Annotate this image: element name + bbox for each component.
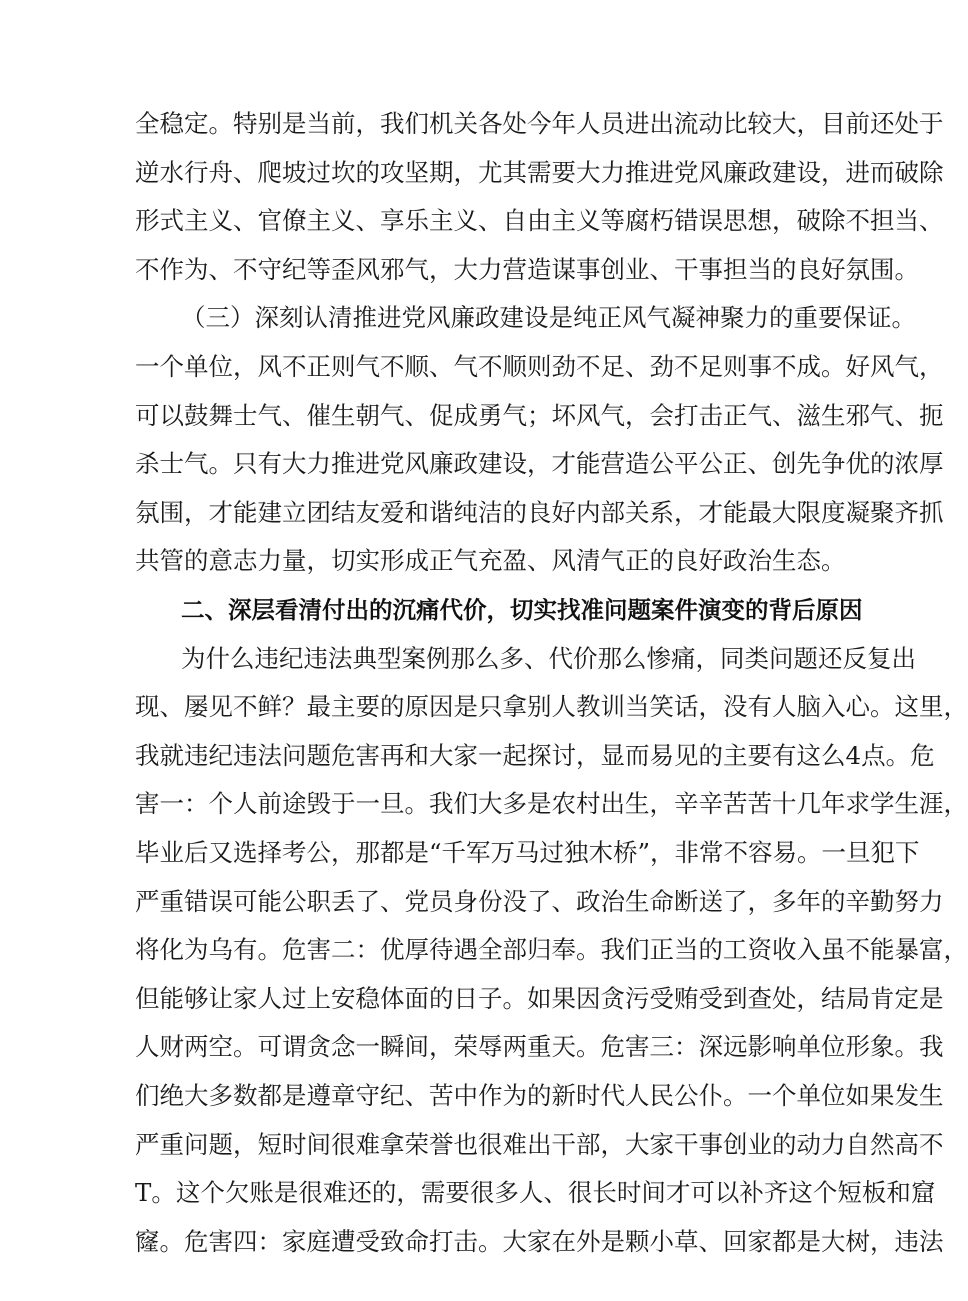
text-line: 全稳定。特别是当前，我们机关各处今年人员进出流动比较大，目前还处于 (135, 109, 944, 138)
text-line: 现、屡见不鲜？最主要的原因是只拿别人教训当笑话，没有人脑入心。这里， (135, 692, 968, 721)
text-line: 毕业后又选择考公，那都是“千军万马过独木桥”，非常不容易。一旦犯下 (135, 838, 920, 867)
text-line: 氛围，才能建立团结友爱和谐纯洁的良好内部关系，才能最大限度凝聚齐抓 (135, 498, 944, 527)
text-line: 可以鼓舞士气、催生朝气、促成勇气；坏风气，会打击正气、滋生邪气、扼 (135, 401, 944, 430)
text-line: 害一：个人前途毁于一旦。我们大多是农村出生，辛辛苦苦十几年求学生涯， (135, 789, 968, 818)
text-line: 们绝大多数都是遵章守纪、苦中作为的新时代人民公仆。一个单位如果发生 (135, 1081, 944, 1110)
text-line: T。这个欠账是很难还的，需要很多人、很长时间才可以补齐这个短板和窟 (135, 1178, 936, 1207)
text-line: 严重错误可能公职丢了、党员身份没了、政治生命断送了，多年的辛勤努力 (135, 887, 944, 916)
text-line: 杀士气。只有大力推进党风廉政建设，才能营造公平公正、创先争优的浓厚 (135, 449, 944, 478)
text-line: 将化为乌有。危害二：优厚待遇全部归奉。我们正当的工资收入虽不能暴富， (135, 935, 968, 964)
text-line: 为什么违纪违法典型案例那么多、代价那么惨痛，同类问题还反复出 (181, 644, 916, 673)
text-line: 一个单位，风不正则气不顺、气不顺则劲不足、劲不足则事不成。好风气， (135, 352, 944, 381)
text-line: 人财两空。可谓贪念一瞬间，荣辱两重天。危害三：深远影响单位形象。我 (135, 1032, 944, 1061)
text-line: 共管的意志力量，切实形成正气充盈、风清气正的良好政治生态。 (135, 546, 846, 575)
text-line: 严重问题，短时间很难拿荣誉也很难出干部，大家干事创业的动力自然高不 (135, 1130, 944, 1159)
text-line: 形式主义、官僚主义、享乐主义、自由主义等腐朽错误思想，破除不担当、 (135, 206, 944, 235)
section-heading: 二、深层看清付出的沉痛代价，切实找准问题案件演变的背后原因 (181, 596, 863, 624)
text-line: 但能够让家人过上安稳体面的日子。如果因贪污受贿受到查处，结局肯定是 (135, 984, 944, 1013)
text-line: 我就违纪违法问题危害再和大家一起探讨，显而易见的主要有这么4点。危 (135, 741, 935, 770)
text-line: 不作为、不守纪等歪风邪气，大力营造谋事创业、干事担当的良好氛围。 (135, 255, 919, 284)
text-line: 窿。危害四：家庭遭受致命打击。大家在外是颗小草、回家都是大树，违法 (135, 1227, 944, 1256)
text-line: 逆水行舟、爬坡过坎的攻坚期，尤其需要大力推进党风廉政建设，进而破除 (135, 158, 944, 187)
subsection-heading: （三）深刻认清推进党风廉政建设是纯正风气凝神聚力的重要保证。 (181, 303, 916, 332)
